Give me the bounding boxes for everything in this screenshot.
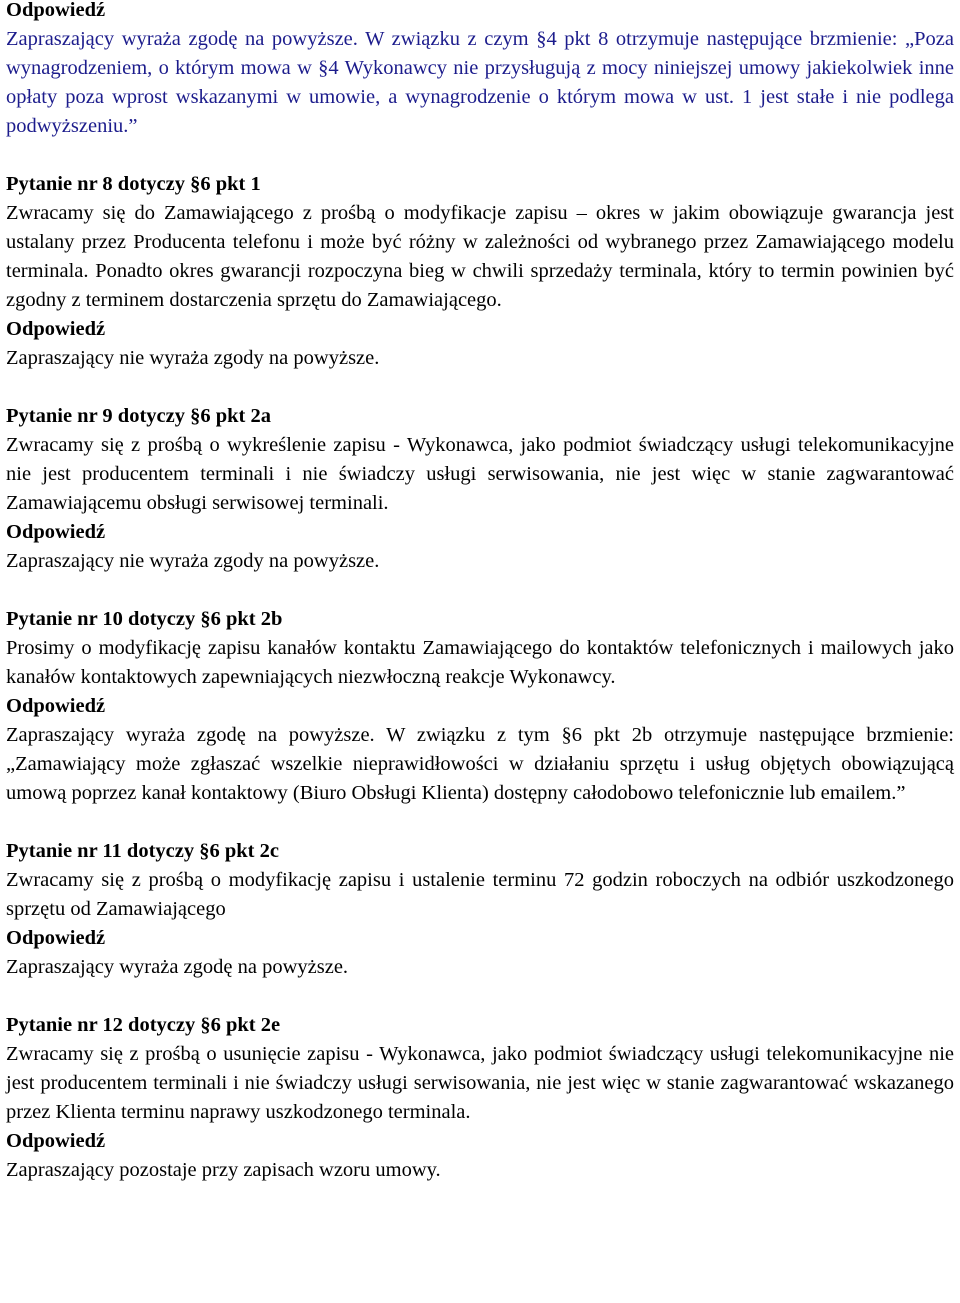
answer-label: Odpowiedź [6, 927, 106, 949]
answer-text: Zapraszający wyraża zgodę na powyższe. W związku z tym §6 pkt 2b otrzymuje następujące brzmienie: „Zamawiający może zgłaszać wszelkie nieprawidłowości w działaniu sprzętu i usług objętych obowiązującą umową poprzez kanał kontaktowy (Biuro Obsługi Klienta) dostępny całodobowo telefonicznie lub emailem.” [6, 724, 954, 804]
section-question-9 [6, 402, 954, 576]
question-text: Zwracamy się z prośbą o wykreślenie zapisu - Wykonawca, jako podmiot świadczący usługi telekomunikacyjne nie jest producentem terminali i nie świadczy usługi serwisowania, nie jest więc w stanie zagwarantować Zamawiającemu obsługi serwisowej terminali. [6, 434, 954, 514]
section-question-8 [6, 170, 954, 373]
answer-label: Odpowiedź [6, 1130, 106, 1152]
section-question-12 [6, 1011, 954, 1185]
answer-text: Zapraszający wyraża zgodę na powyższe. [6, 956, 349, 978]
answer-label: Odpowiedź [6, 318, 106, 340]
question-text: Zwracamy się z prośbą o usunięcie zapisu - Wykonawca, jako podmiot świadczący usługi telekomunikacyjne nie jest producentem terminali i nie świadczy usługi serwisowania, nie jest więc w stanie zagwarantować wskazanego przez Klienta terminu naprawy uszkodzonego terminala. [6, 1043, 954, 1123]
question-text: Zwracamy się do Zamawiającego z prośbą o modyfikacje zapisu – okres w jakim obowiązuje gwarancja jest ustalany przez Producenta telefonu i może być różny w zależności od wybranego przez Zamawiającego modelu terminala. Ponadto okres gwarancji rozpoczyna bieg w chwili sprzedaży terminala, który to termin powinien być zgodny z terminem dostarczenia sprzętu do Zamawiającego. [6, 202, 954, 311]
question-heading: Pytanie nr 9 dotyczy §6 pkt 2a [6, 405, 271, 427]
question-heading: Pytanie nr 8 dotyczy §6 pkt 1 [6, 173, 261, 195]
answer-text: Zapraszający nie wyraża zgody na powyższe. [6, 347, 380, 369]
question-heading: Pytanie nr 10 dotyczy §6 pkt 2b [6, 608, 283, 630]
question-heading: Pytanie nr 12 dotyczy §6 pkt 2e [6, 1014, 281, 1036]
answer-text: Zapraszający pozostaje przy zapisach wzoru umowy. [6, 1159, 441, 1181]
question-text: Prosimy o modyfikację zapisu kanałów kontaktu Zamawiającego do kontaktów telefonicznych i mailowych jako kanałów kontaktowych zapewniających niezwłoczną reakcje Wykonawcy. [6, 637, 954, 688]
answer-label: Odpowiedź [6, 521, 106, 543]
section-answer-7 [6, 0, 954, 141]
answer-text: Zapraszający nie wyraża zgody na powyższe. [6, 550, 380, 572]
question-heading: Pytanie nr 11 dotyczy §6 pkt 2c [6, 840, 279, 862]
section-question-10 [6, 605, 954, 808]
answer-label: Odpowiedź [6, 0, 106, 21]
document-page [6, 0, 954, 1185]
answer-text: Zapraszający wyraża zgodę na powyższe. W związku z czym §4 pkt 8 otrzymuje następujące brzmienie: „Poza wynagrodzeniem, o którym mowa w §4 Wykonawcy nie przysługują z mocy niniejszej umowy jakiekolwiek inne opłaty poza wprost wskazanymi w umowie, a wynagrodzenie o którym mowa w ust. 1 jest stałe i nie podlega podwyższeniu.” [6, 28, 954, 137]
answer-label: Odpowiedź [6, 695, 106, 717]
question-text: Zwracamy się z prośbą o modyfikację zapisu i ustalenie terminu 72 godzin roboczych na odbiór uszkodzonego sprzętu od Zamawiającego [6, 869, 954, 920]
section-question-11 [6, 837, 954, 982]
